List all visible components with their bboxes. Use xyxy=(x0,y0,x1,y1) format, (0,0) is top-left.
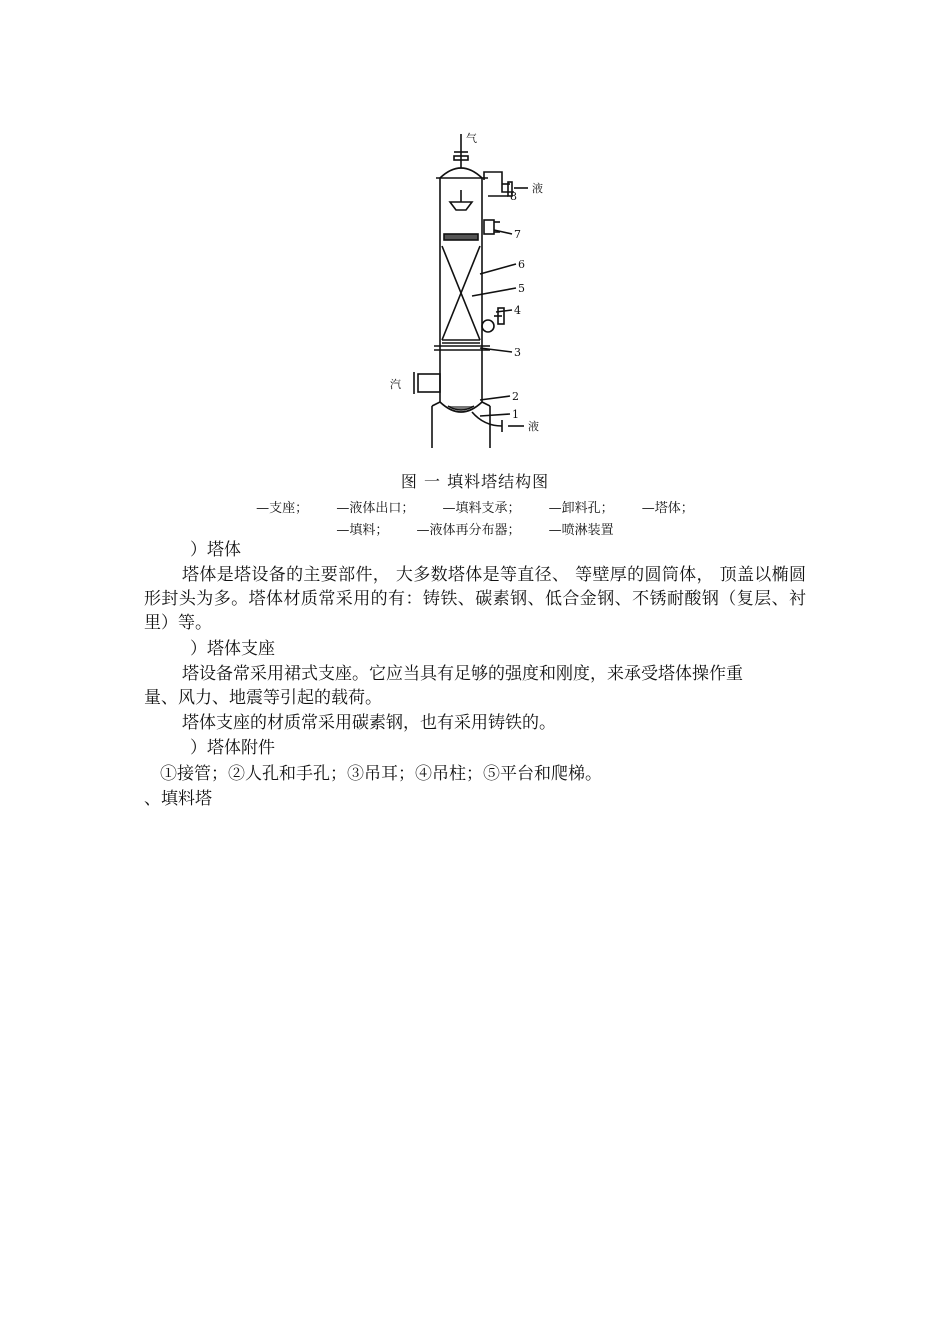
label-7: 7 xyxy=(514,228,521,241)
section-heading-accessories: ）塔体附件 xyxy=(190,738,275,758)
packed-tower-svg xyxy=(384,130,574,452)
paragraph-support-line1: 塔设备常采用裙式支座。它应当具有足够的强度和刚度，来承受塔体操作重 xyxy=(182,664,743,684)
label-gas-in: 汽 xyxy=(390,378,401,391)
legend-row-1 xyxy=(0,497,950,516)
legend-item: —喷淋装置 xyxy=(548,523,614,538)
legend-item: —液体再分布器； xyxy=(416,523,521,538)
legend-item: —塔体； xyxy=(641,501,694,516)
label-3: 3 xyxy=(514,346,521,359)
label-top-gas: 气 xyxy=(466,132,477,145)
label-liquid-in: 液 xyxy=(532,182,543,195)
spray-device xyxy=(450,202,472,210)
top-head xyxy=(440,168,482,178)
label-5: 5 xyxy=(518,282,525,295)
section-heading-tower-support: ）塔体支座 xyxy=(190,639,275,659)
accessories-list: ①接管；②人孔和手孔；③吊耳；④吊柱；⑤平台和爬梯。 xyxy=(160,764,602,784)
figure-caption: 图 一 填料塔结构图 xyxy=(400,472,550,491)
section-heading-packed-tower: 、填料塔 xyxy=(144,789,212,809)
paragraph-support-line2: 量、风力、地震等引起的载荷。 xyxy=(144,688,382,708)
legend-item: —填料支承； xyxy=(442,501,521,516)
paragraph-tower-body: 塔体是塔设备的主要部件， 大多数塔体是等直径、 等壁厚的圆筒体， 顶盖以椭圆形封头为多。塔体材质常采用的有：铸铁、碳素钢、低合金钢、不锈耐酸钢（复层、衬里）等。 xyxy=(144,565,806,633)
paragraph-support-material: 塔体支座的材质常采用碳素钢，也有采用铸铁的。 xyxy=(182,713,556,733)
legend-item: —液体出口； xyxy=(336,501,415,516)
legend-row-2 xyxy=(0,519,950,538)
label-1: 1 xyxy=(512,408,519,421)
section-heading-tower-body: ）塔体 xyxy=(190,540,241,560)
label-2: 2 xyxy=(512,390,519,403)
packed-tower-diagram xyxy=(384,130,574,452)
legend-item: —卸料孔； xyxy=(548,501,614,516)
label-4: 4 xyxy=(514,304,521,317)
legend-item: —填料； xyxy=(336,523,389,538)
label-8: 8 xyxy=(510,190,517,203)
label-6: 6 xyxy=(518,258,525,271)
label-liquid-out: 液 xyxy=(528,420,539,433)
redistributor xyxy=(444,234,478,240)
legend-item: —支座； xyxy=(256,501,309,516)
